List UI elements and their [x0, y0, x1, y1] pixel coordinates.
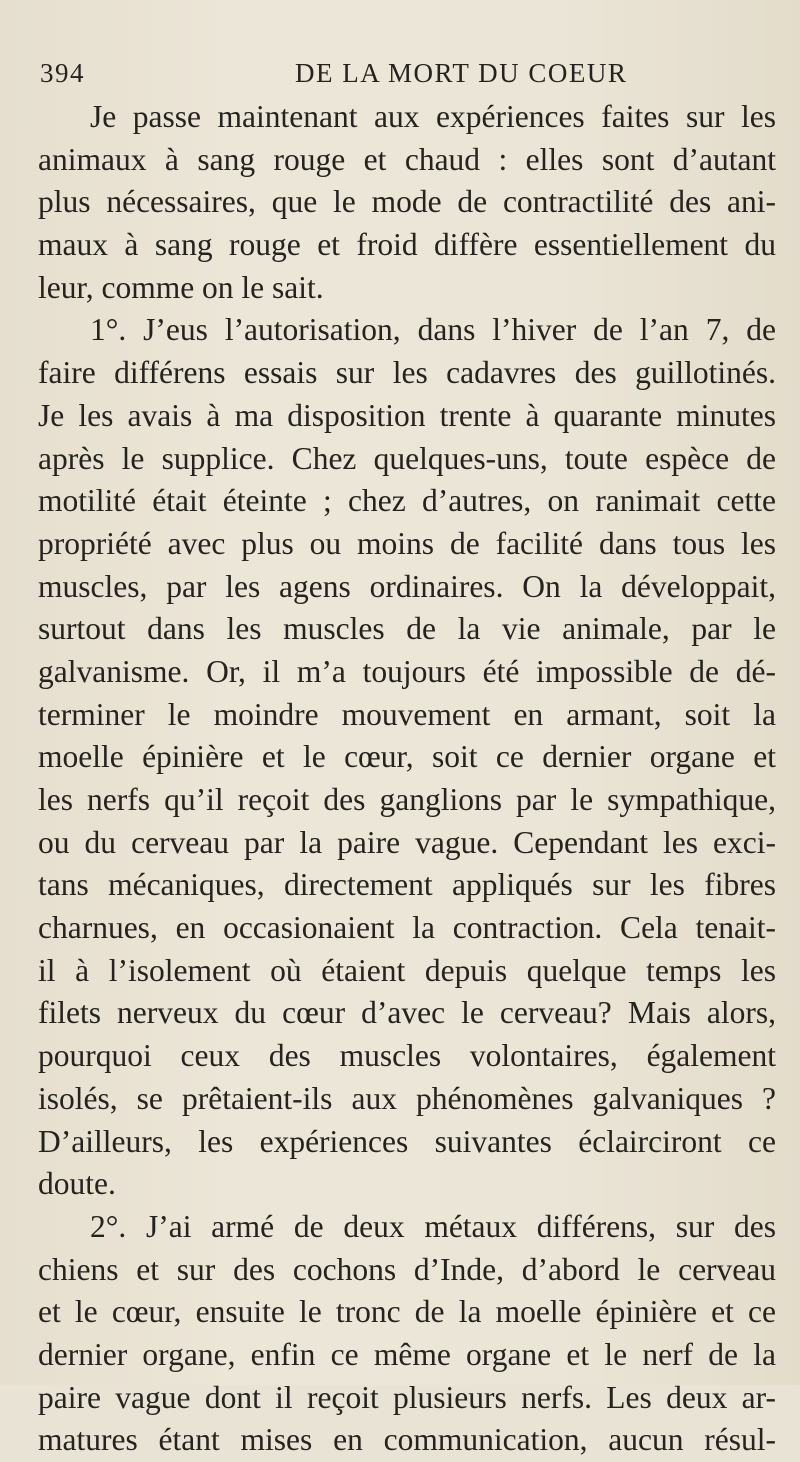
page-number: 394: [40, 58, 85, 88]
text-line: propriété avec plus ou moins de facilité dans tous les: [38, 525, 776, 561]
text-line: motilité était éteinte ; chez d’autres, on ranimait cette: [38, 483, 776, 519]
text-line: dernier organe, enfin ce même organe et le nerf de la: [38, 1336, 776, 1372]
text-line: galvanisme. Or, il m’a toujours été impossible de dé-: [38, 653, 776, 689]
text-line: plus nécessaires, que le mode de contractilité des ani-: [38, 184, 776, 220]
text-line: 1°. J’eus l’autorisation, dans l’hiver de l’an 7, de: [90, 312, 776, 348]
text-line: ou du cerveau par la paire vague. Cependant les exci-: [38, 824, 776, 860]
text-line: terminer le moindre mouvement en armant, soit la: [38, 696, 776, 732]
text-line: maux à sang rouge et froid diffère essentiellement du: [38, 227, 776, 263]
text-line: moelle épinière et le cœur, soit ce dernier organe et: [38, 739, 776, 775]
body-text: [38, 96, 776, 1462]
text-line: surtout dans les muscles de la vie animale, par le: [38, 611, 776, 647]
text-line: paire vague dont il reçoit plusieurs nerfs. Les deux ar-: [38, 1379, 776, 1415]
text-line: après le supplice. Chez quelques-uns, toute espèce de: [38, 440, 776, 476]
text-line: faire différens essais sur les cadavres des guillotinés.: [38, 355, 776, 391]
page-header: [40, 58, 780, 94]
text-line: matures étant mises en communication, aucun résul-: [38, 1422, 776, 1458]
text-line: charnues, en occasionaient la contraction. Cela tenait-: [38, 910, 776, 946]
text-line: pourquoi ceux des muscles volontaires, également: [38, 1038, 776, 1074]
text-line: Je passe maintenant aux expériences faites sur les: [90, 99, 776, 134]
text-line: 2°. J’ai armé de deux métaux différens, sur des: [90, 1208, 776, 1244]
text-line: leur, comme on le sait.: [38, 269, 324, 305]
text-line: et le cœur, ensuite le tronc de la moelle épinière et ce: [38, 1294, 776, 1330]
text-line: Je les avais à ma disposition trente à quarante minutes: [38, 397, 776, 433]
text-line: isolés, se prêtaient-ils aux phénomènes galvaniques ?: [38, 1080, 776, 1116]
text-line: doute.: [38, 1166, 116, 1202]
text-line: D’ailleurs, les expériences suivantes éclairciront ce: [38, 1123, 776, 1159]
text-line: muscles, par les agens ordinaires. On la développait,: [38, 568, 776, 604]
text-line: il à l’isolement où étaient depuis quelque temps les: [38, 952, 776, 988]
running-title: DE LA MORT DU COEUR: [295, 58, 628, 88]
text-line: tans mécaniques, directement appliqués sur les fibres: [38, 867, 776, 903]
text-line: chiens et sur des cochons d’Inde, d’abord le cerveau: [38, 1251, 776, 1287]
text-line: les nerfs qu’il reçoit des ganglions par le sympathique,: [38, 782, 776, 817]
text-line: filets nerveux du cœur d’avec le cerveau? Mais alors,: [38, 995, 776, 1031]
text-line: animaux à sang rouge et chaud : elles sont d’autant: [38, 141, 776, 177]
